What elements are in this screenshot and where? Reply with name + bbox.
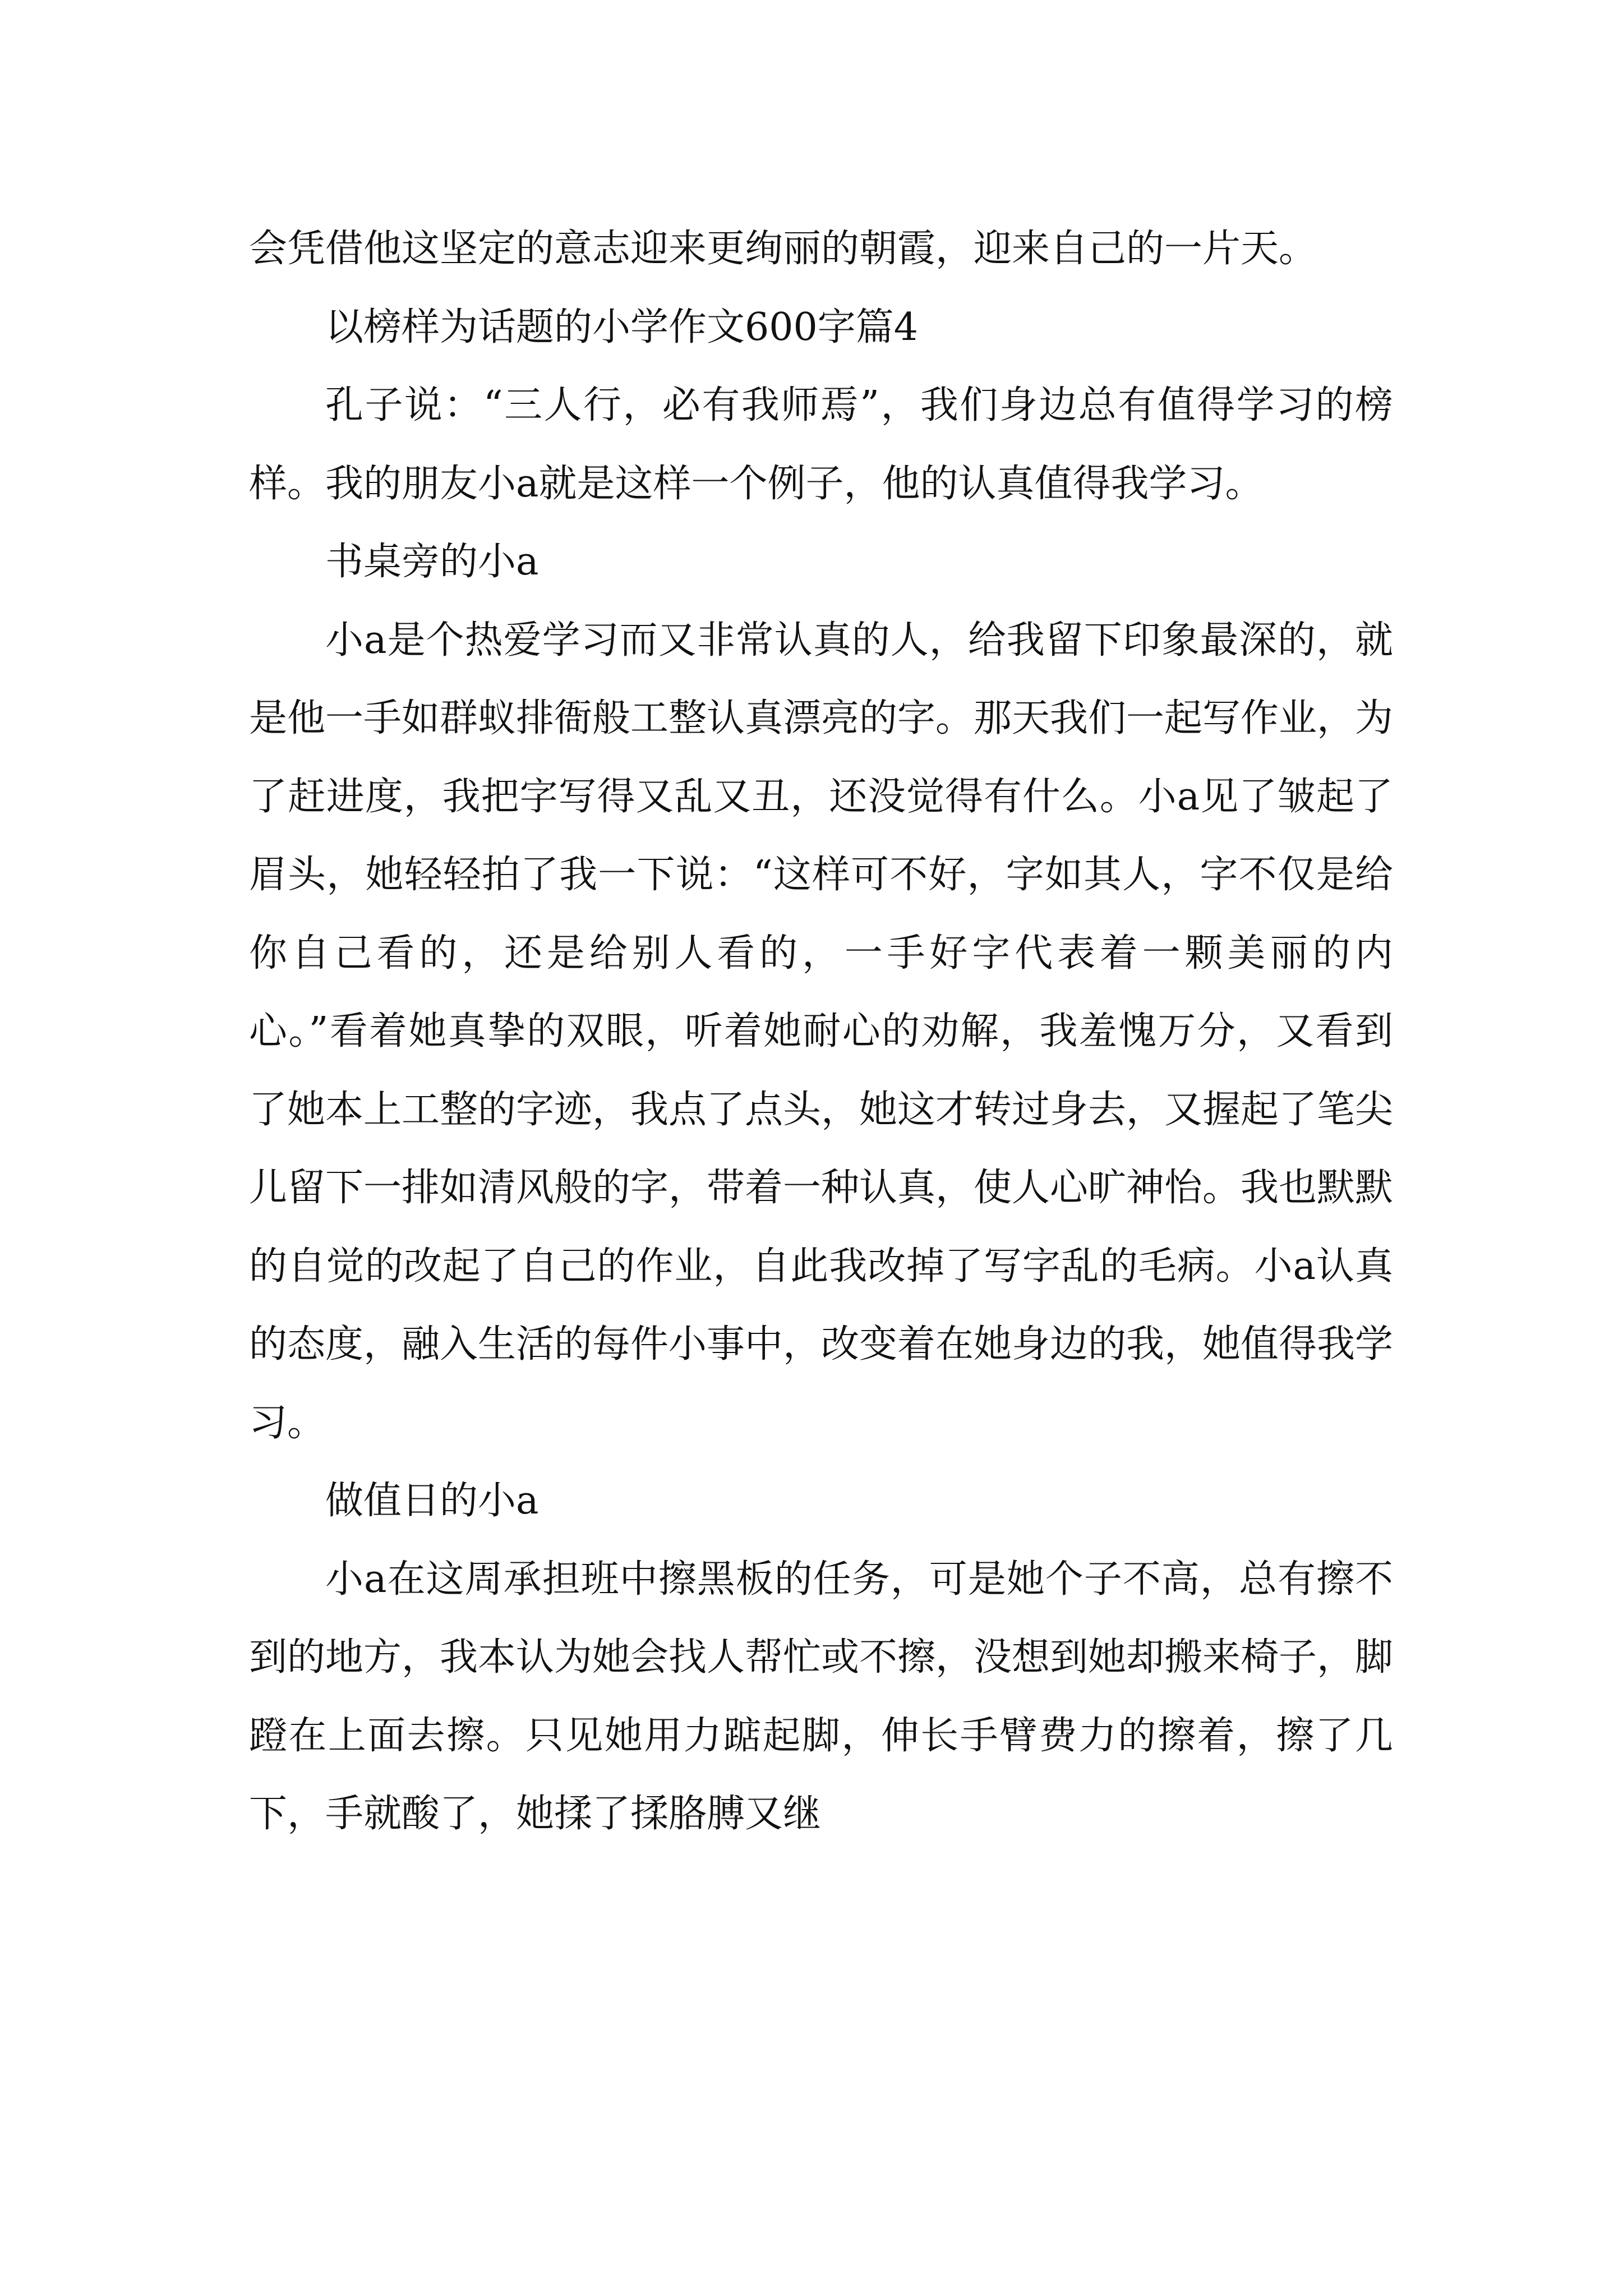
section-heading: 以榜样为话题的小学作文600字篇4 bbox=[325, 305, 919, 349]
subheading-duty: 做值日的小a bbox=[325, 1479, 539, 1523]
subheading-desk: 书桌旁的小a bbox=[325, 540, 539, 584]
paragraph-continuation: 会凭借他这坚定的意志迎来更绚丽的朝霞，迎来自己的一片天。 bbox=[249, 227, 1317, 271]
paragraph-intro: 孔子说：“三人行，必有我师焉”，我们身边总有值得学习的榜样。我的朋友小a就是这样一个例子，他的认真值得我学习。 bbox=[249, 383, 1393, 506]
paragraph-desk-story: 小a是个热爱学习而又非常认真的人，给我留下印象最深的，就是他一手如群蚁排衙般工整认真漂亮的字。那天我们一起写作业，为了赶进度，我把字写得又乱又丑，还没觉得有什么。小a见了皱起了眉头，她轻轻拍了我一下说：“这样可不好，字如其人，字不仅是给你自己看的，还是给别人看的，一手好字代表着一颗美丽的内心。”看着她真挚的双眼，听着她耐心的劝解，我羞愧万分，又看到了她本上工整的字迹，我点了点头，她这才转过身去，又握起了笔尖儿留下一排如清风般的字，带着一种认真，使人心旷神怡。我也默默的自觉的改起了自己的作业，自此我改掉了写字乱的毛病。小a认真的态度，融入生活的每件小事中，改变着在她身边的我，她值得我学习。 bbox=[249, 618, 1394, 1445]
paragraph-duty-story: 小a在这周承担班中擦黑板的任务，可是她个子不高，总有擦不到的地方，我本认为她会找人帮忙或不擦，没想到她却搬来椅子，脚蹬在上面去擦。只见她用力踮起脚，伸长手臂费力的擦着，擦了几下，手就酸了，她揉了揉胳膊又继 bbox=[249, 1557, 1394, 1836]
document-body bbox=[249, 210, 1393, 1853]
